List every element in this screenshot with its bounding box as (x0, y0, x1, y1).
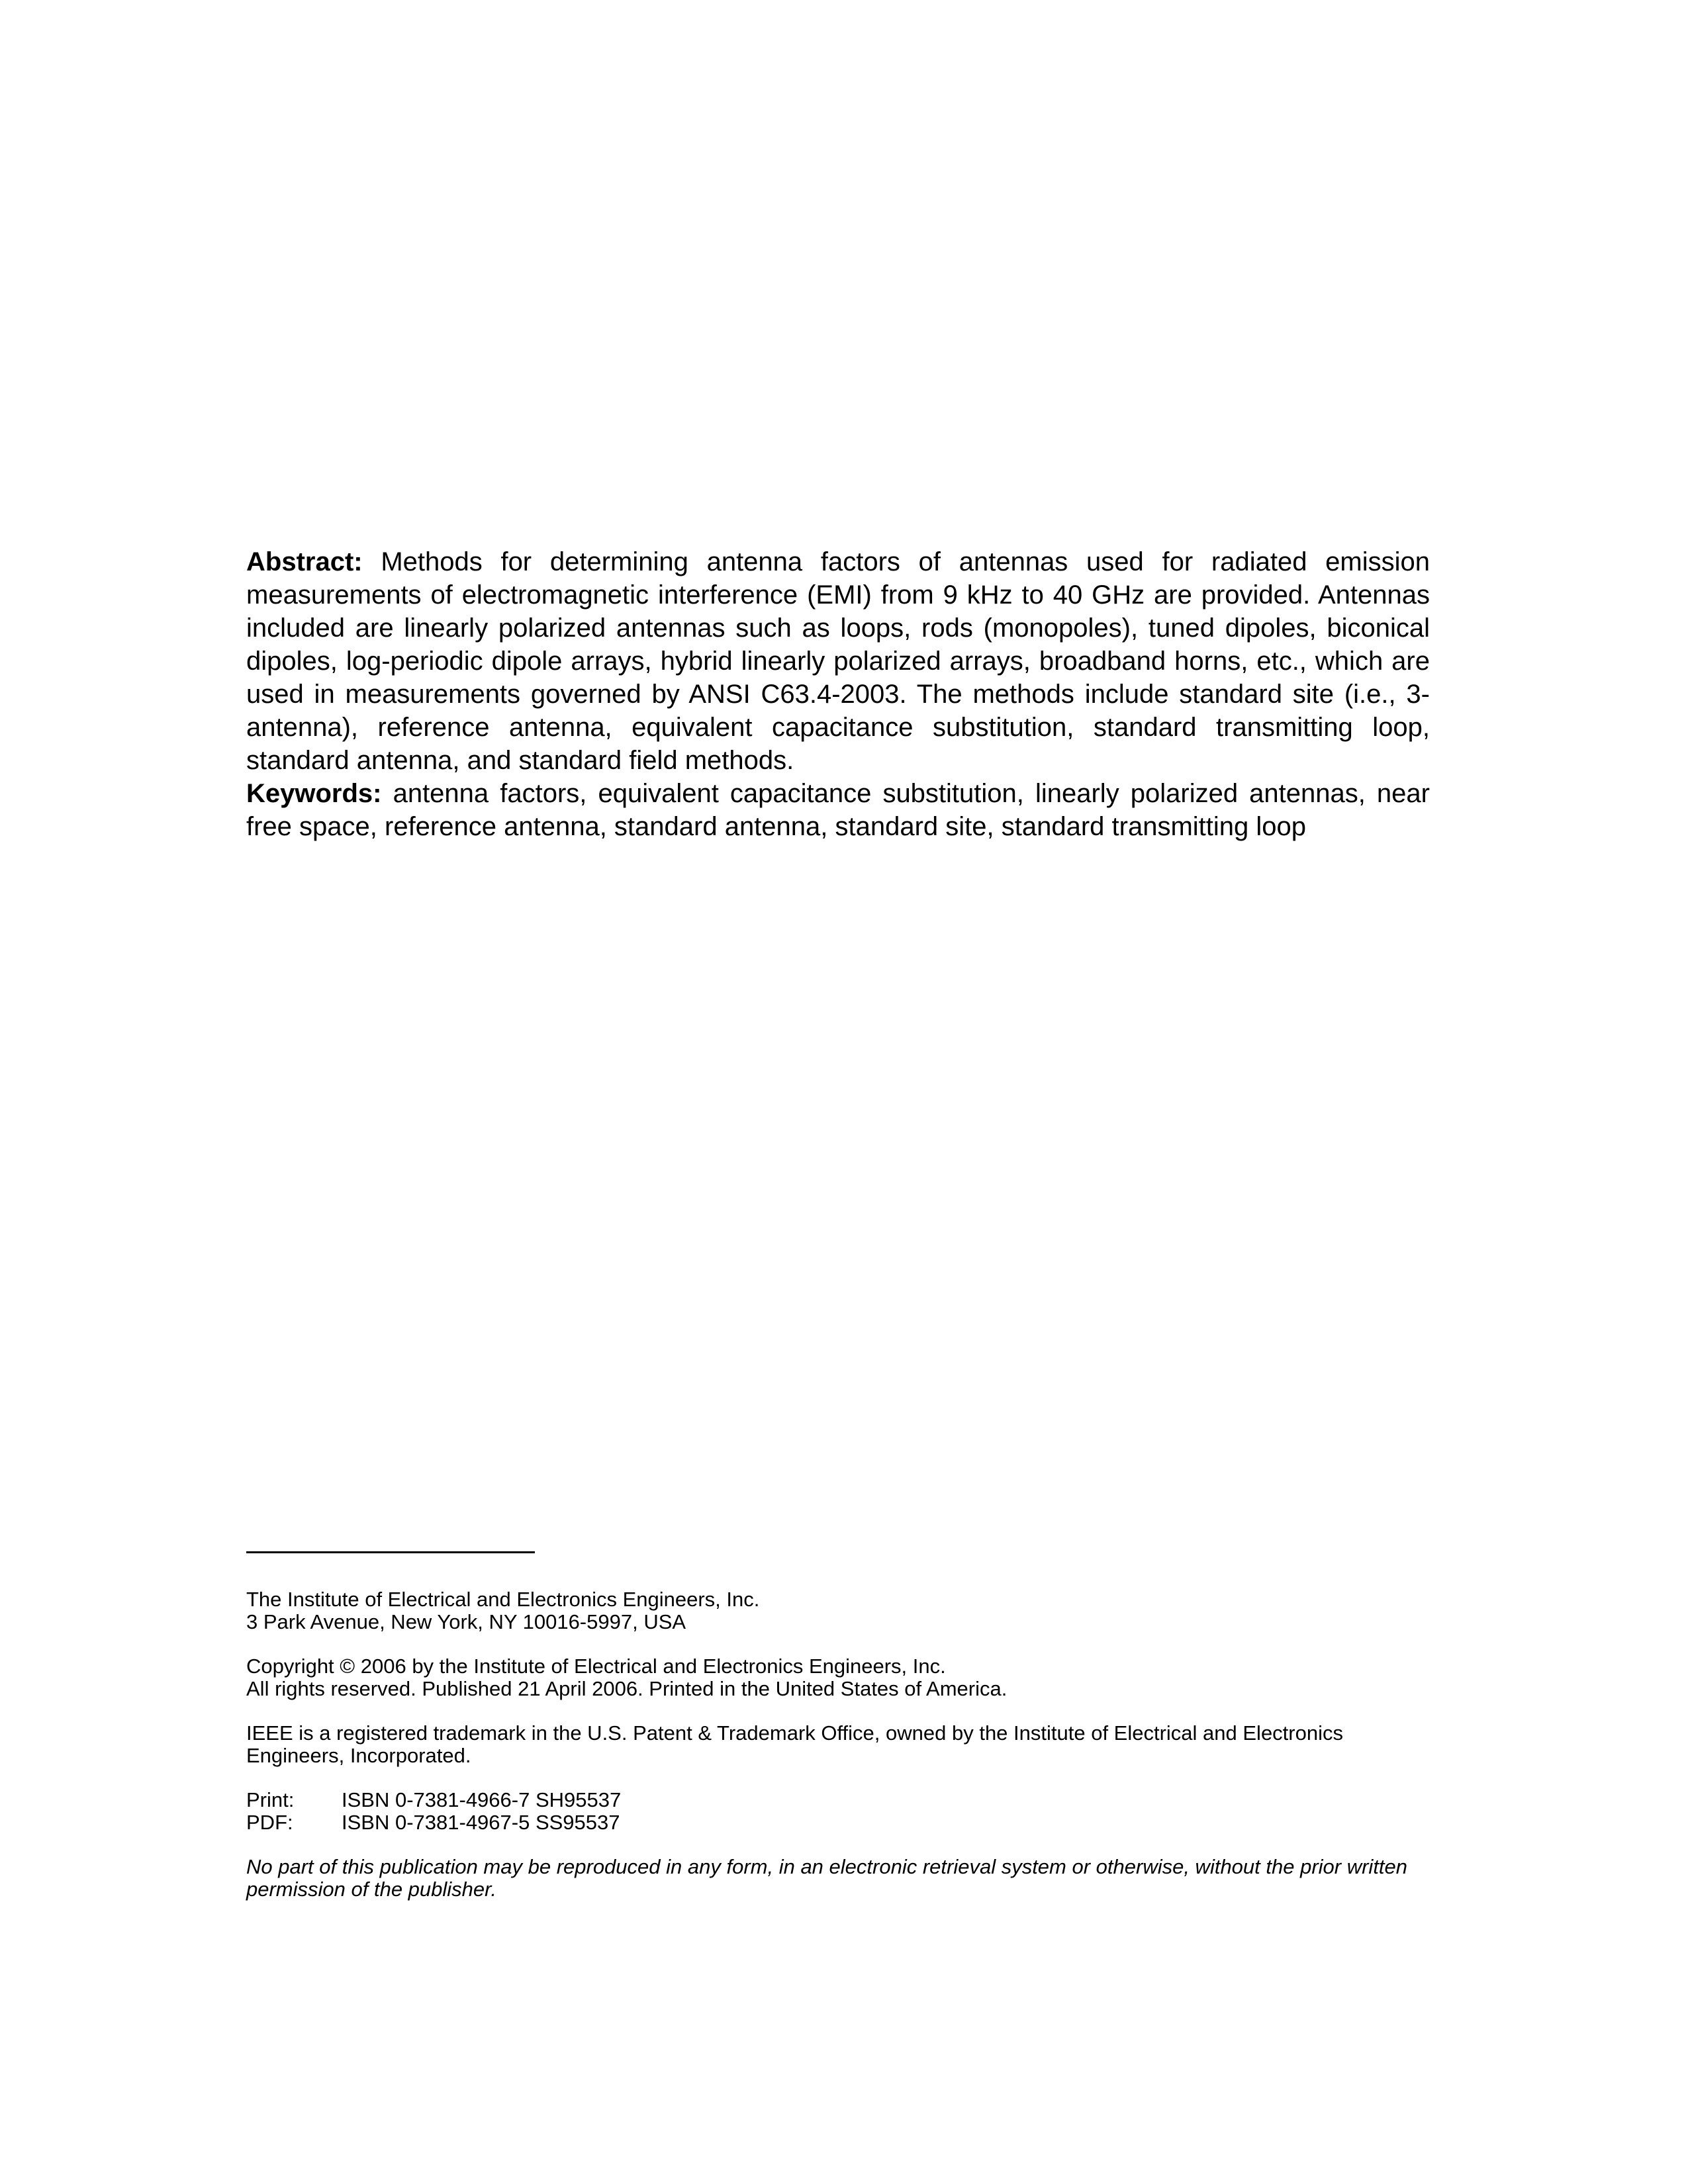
abstract-section (246, 545, 1430, 843)
publisher-info (246, 1588, 1438, 1633)
isbn-label: Print: (246, 1788, 295, 1811)
isbn-value: ISBN 0-7381-4966-7 SH95537 (342, 1788, 622, 1811)
isbn-row-pdf (246, 1811, 1438, 1834)
keywords-text: antenna factors, equivalent capacitance substitution, linearly polarized antennas, near free space, reference antenna, standard antenna, standard site, standard transmitting loop (246, 779, 1430, 841)
isbn-label: PDF: (246, 1811, 293, 1834)
publisher-address: 3 Park Avenue, New York, NY 10016-5997, USA (246, 1610, 686, 1633)
abstract-paragraph (246, 545, 1430, 777)
footnote-divider (246, 1551, 535, 1553)
copyright-line: Copyright © 2006 by the Institute of Electrical and Electronics Engineers, Inc. (246, 1655, 946, 1678)
rights-line: All rights reserved. Published 21 April 2006. Printed in the United States of America. (246, 1677, 1008, 1700)
keywords-paragraph (246, 777, 1430, 843)
trademark-notice: IEEE is a registered trademark in the U.S. Patent & Trademark Office, owned by the Institute of Electrical and Electronics Engineers, Incorporated. (246, 1721, 1343, 1767)
copyright-info (246, 1655, 1438, 1700)
publisher-name: The Institute of Electrical and Electronics Engineers, Inc. (246, 1588, 760, 1611)
isbn-row-print (246, 1789, 1438, 1811)
isbn-list (246, 1789, 1438, 1834)
keywords-label: Keywords: (246, 779, 382, 808)
abstract-label: Abstract: (246, 547, 363, 576)
reproduction-notice: No part of this publication may be reproduced in any form, in an electronic retrieval system or otherwise, without the prior written permission of the publisher. (246, 1855, 1408, 1901)
isbn-value: ISBN 0-7381-4967-5 SS95537 (342, 1811, 620, 1834)
abstract-text: Methods for determining antenna factors of antennas used for radiated emission measurements of electromagnetic interference (EMI) from 9 kHz to 40 GHz are provided. Antennas included are linearly polarized antennas such as loops, rods (monopoles), tuned dipoles, biconical dipoles, log-periodic dipole arrays, hybrid linearly polarized arrays, broadband horns, etc., which are used in measurements governed by ANSI C63.4-2003. The methods include standard site (i.e., 3-antenna), reference antenna, equivalent capacitance substitution, standard transmitting loop, standard antenna, and standard field methods. (246, 547, 1430, 775)
publication-footer (246, 1588, 1438, 1923)
